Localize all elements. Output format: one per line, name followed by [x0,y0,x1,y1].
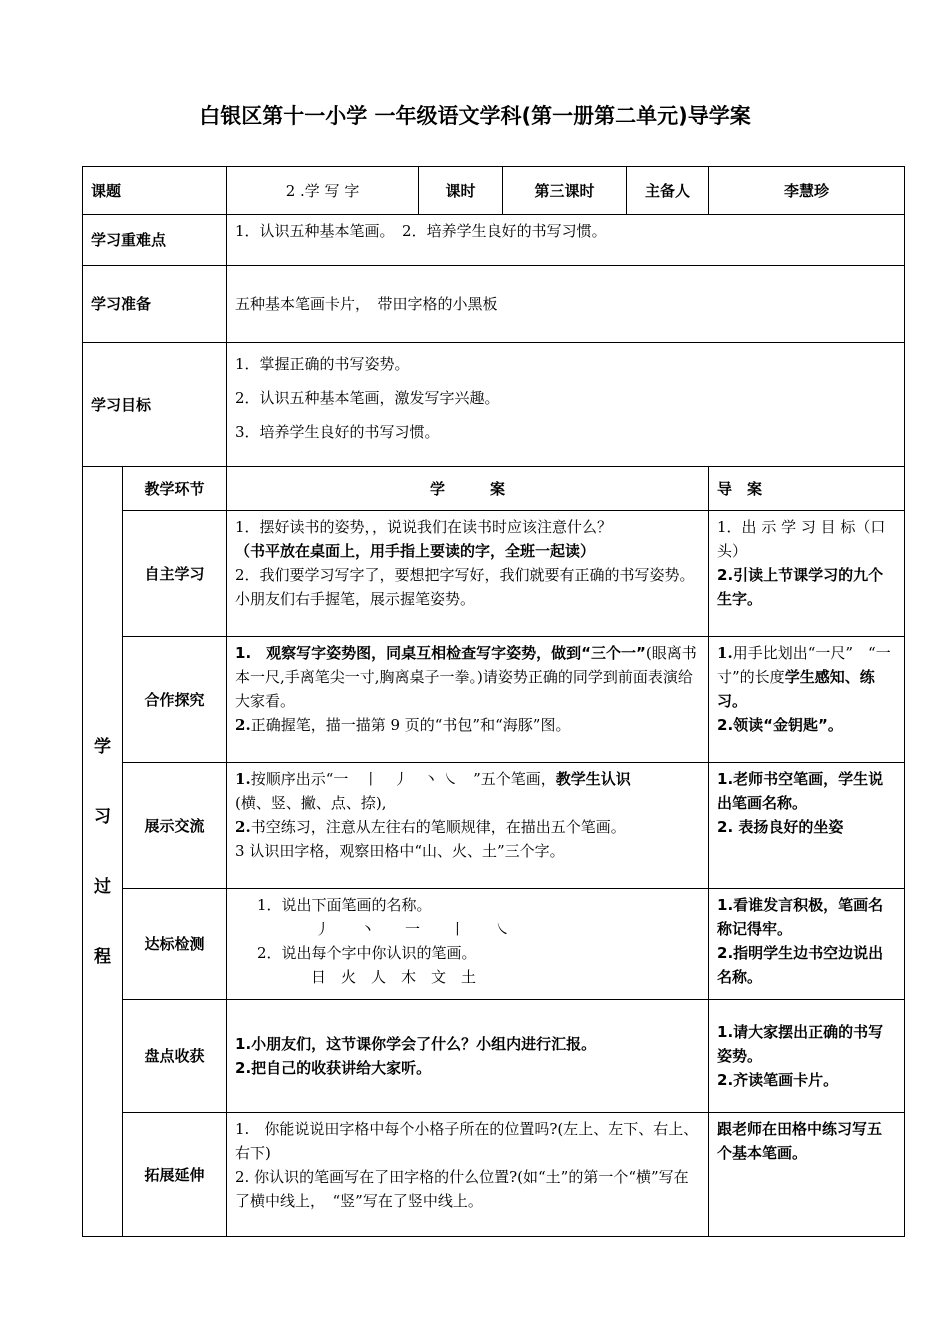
objective-item: 2．认识五种基本笔画，激发写字兴趣。 [235,389,500,407]
extend-guide: 跟老师在田格中练习写五个基本笔画。 [709,1113,905,1237]
key-points-row [83,215,905,266]
display-guide: 1.老师书空笔画，学生说出笔画名称。 2. 表扬良好的坐姿 [709,763,905,889]
preparation-text: 五种基本笔画卡片， 带田字格的小黑板 [227,266,905,343]
topic-value: 2 .学 写 字 [227,167,419,215]
summary-row [83,1000,905,1113]
col-study: 学 案 [227,467,709,511]
period-label: 课时 [419,167,503,215]
check-row [83,889,905,1000]
preparation-label: 学习准备 [83,266,227,343]
col-guide: 导 案 [709,467,905,511]
self-study-row [83,511,905,637]
stage-extend: 拓展延伸 [123,1113,227,1237]
display-row [83,763,905,889]
display-content: 1.按顺序出示“一 丨 丿 丶 ㇏ ”五个笔画，教学生认识 (横、竖、撇、点、捺), 2.书空练习，注意从左往右的笔顺规律，在描出五个笔画。 3 认识田字格，观察田格中“山、火、土”三个字。 [227,763,709,889]
key-points-text: 1．认识五种基本笔画。 2．培养学生良好的书写习惯。 [227,215,905,266]
summary-guide: 1.请大家摆出正确的书写姿势。 2.齐读笔画卡片。 [709,1000,905,1113]
period-value: 第三课时 [503,167,627,215]
stroke-list: 丿 丶 一 丨 ㇏ [315,920,511,938]
stage-check: 达标检测 [123,889,227,1000]
cooperate-row [83,637,905,763]
objectives-row [83,343,905,467]
objective-item: 1．掌握正确的书写姿势。 [235,355,410,373]
stage-display: 展示交流 [123,763,227,889]
col-stage: 教学环节 [123,467,227,511]
check-content: 1．说出下面笔画的名称。 丿 丶 一 丨 ㇏ 2．说出每个字中你认识的笔画。 日 火 人 木 文 土 [227,889,709,1000]
extend-content: 1. 你能说说田字格中每个小格子所在的位置吗?(左上、左下、右上、右下) 2. 你认识的笔画写在了田字格的什么位置?(如“土”的第一个“横”写在了横中线上， “竖”写在了竖中线上。 [227,1113,709,1237]
self-study-content: 1．摆好读书的姿势，，说说我们在读书时应该注意什么？ （书平放在桌面上，用手指上要读的字，全班一起读） 2．我们要学习写字了，要想把字写好，我们就要有正确的书写姿势。小朋友们右手握笔，展示握笔姿势。 [227,511,709,637]
process-side-label: 学 习 过 程 [83,467,123,1237]
objective-item: 3．培养学生良好的书写习惯。 [235,423,440,441]
char-list: 日 火 人 木 文 土 [311,968,477,986]
preparation-row [83,266,905,343]
stage-self-study: 自主学习 [123,511,227,637]
stage-cooperate: 合作探究 [123,637,227,763]
topic-label: 课题 [83,167,227,215]
process-header-row [83,467,905,511]
objectives-list [227,343,905,467]
cooperate-content: 1. 观察写字姿势图，同桌互相检查写字姿势，做到“三个一”(眼离书本一尺,手离笔尖一寸,胸离桌子一拳。)请姿势正确的同学到前面表演给大家看。 2.正确握笔，描一描第 9 页的“书包”和“海豚”图。 [227,637,709,763]
self-study-guide: 1．出 示 学 习 目 标（口头） 2.引读上节课学习的九个生字。 [709,511,905,637]
cooperate-guide: 1.用手比划出“一尺” “一寸”的长度学生感知、练习。 2.领读“金钥匙”。 [709,637,905,763]
key-points-label: 学习重难点 [83,215,227,266]
preparer-value: 李慧珍 [709,167,905,215]
lesson-plan-table [82,166,905,1237]
summary-content: 1.小朋友们，这节课你学会了什么？小组内进行汇报。 2.把自己的收获讲给大家听。 [227,1000,709,1113]
stage-summary: 盘点收获 [123,1000,227,1113]
check-guide: 1.看谁发言积极，笔画名称记得牢。 2.指明学生边书空边说出名称。 [709,889,905,1000]
extend-row [83,1113,905,1237]
preparer-label: 主备人 [627,167,709,215]
page-title: 白银区第十一小学 一年级语文学科(第一册第二单元)导学案 [199,104,751,128]
objectives-label: 学习目标 [83,343,227,467]
header-row [83,167,905,215]
